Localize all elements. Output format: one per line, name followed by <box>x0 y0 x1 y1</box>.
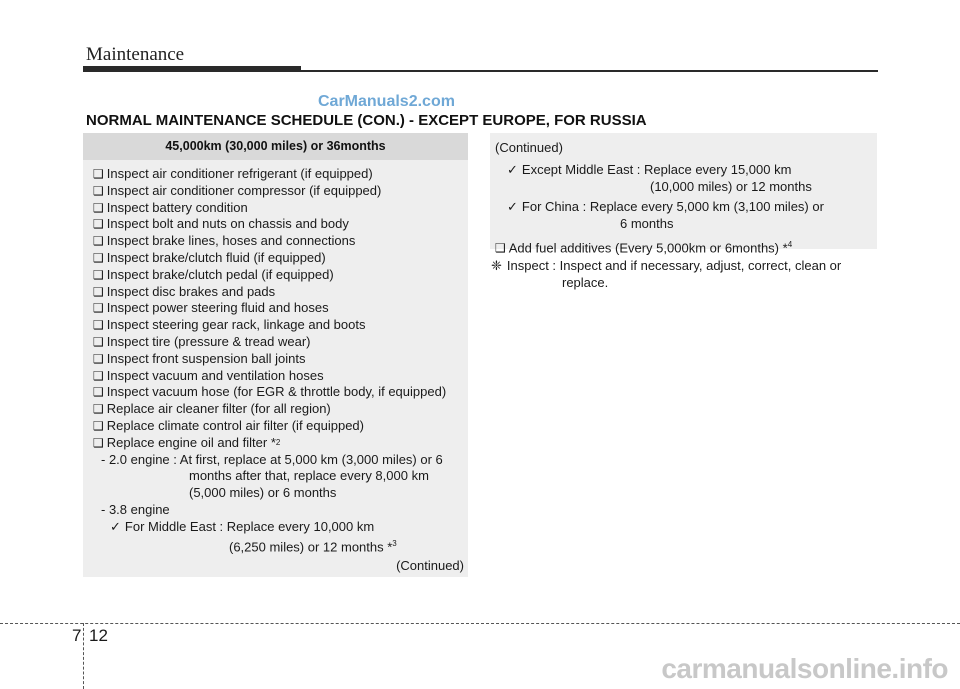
footer-divider <box>83 623 84 689</box>
note-text: replace. <box>562 275 609 290</box>
list-item: ❑ Inspect steering gear rack, linkage and boots <box>93 317 366 333</box>
interval-header: 45,000km (30,000 miles) or 36months <box>83 133 468 160</box>
list-item: ❑ Inspect air conditioner refrigerant (if equipped) <box>93 166 373 181</box>
engine-38-label: - 3.8 engine <box>101 501 170 517</box>
list-item-engine-oil: ❑ Replace engine oil and filter * 2 <box>93 434 281 450</box>
list-item: ❑ Inspect tire (pressure & tread wear) <box>93 333 311 349</box>
note-text: Inspect : Inspect and if necessary, adjust, correct, clean or <box>506 258 842 273</box>
engine-20-label: - 2.0 engine : <box>101 451 180 467</box>
chapter-number: 7 <box>72 626 82 645</box>
engine-20-text: (5,000 miles) or 6 months <box>189 485 337 501</box>
china-text: For China : Replace every 5,000 km (3,100 miles) or <box>521 199 824 215</box>
list-item: ❑ Replace climate control air filter (if equipped) <box>93 417 364 433</box>
checkmark-icon: ✓ <box>507 161 518 177</box>
list-item: ❑ Inspect vacuum hose (for EGR & throttle body, if equipped) <box>93 384 447 400</box>
note-symbol-icon: ❈ <box>491 258 502 273</box>
checkbox-icon: ❑ <box>93 234 104 249</box>
header-rule-thin <box>301 70 878 72</box>
list-item: ❑ Inspect battery condition <box>93 199 248 215</box>
except-middle-east-text: Except Middle East : Replace every 15,000 km <box>521 161 792 177</box>
checkbox-icon: ❑ <box>495 241 506 256</box>
checkbox-icon: ❑ <box>93 402 104 417</box>
list-item: ❑ Inspect disc brakes and pads <box>93 283 276 299</box>
checkbox-icon: ❑ <box>93 318 104 333</box>
checkbox-icon: ❑ <box>93 200 104 215</box>
checkbox-icon: ❑ <box>93 183 104 198</box>
checkbox-icon: ❑ <box>93 435 104 450</box>
engine-20-text: months after that, replace every 8,000 km <box>189 468 429 484</box>
list-item: ❑ Inspect power steering fluid and hoses <box>93 300 329 316</box>
engine-20-block <box>93 452 468 556</box>
checkbox-icon: ❑ <box>93 217 104 232</box>
footnote-marker: 4 <box>787 239 793 249</box>
list-item: ❑ Inspect brake/clutch fluid (if equipped) <box>93 249 326 265</box>
header-rule-thick <box>83 66 301 72</box>
middle-east-text: For Middle East : Replace every 10,000 km <box>124 518 375 534</box>
checkbox-icon: ❑ <box>93 334 104 349</box>
footer-rule <box>0 623 960 624</box>
list-item: ❑ Inspect air conditioner compressor (if equipped) <box>93 182 382 198</box>
list-item: ❑ Inspect brake lines, hoses and connections <box>93 233 356 249</box>
checkbox-icon: ❑ <box>93 351 104 366</box>
watermark-top: CarManuals2.com <box>318 93 455 110</box>
right-column <box>490 133 877 256</box>
list-item: ❑ Inspect bolt and nuts on chassis and body <box>93 216 349 232</box>
engine-20-text: At first, replace at 5,000 km (3,000 miles) or 6 <box>179 451 443 467</box>
list-item: ❑ Inspect vacuum and ventilation hoses <box>93 367 324 383</box>
inspect-note <box>491 257 879 291</box>
checkbox-icon: ❑ <box>93 284 104 299</box>
continued-label: (Continued) <box>495 140 563 155</box>
continued-label: (Continued) <box>396 558 464 573</box>
section-title: Maintenance <box>86 44 185 65</box>
list-item: ❑ Inspect front suspension ball joints <box>93 350 306 366</box>
left-column <box>83 133 468 577</box>
china-text: 6 months <box>620 216 674 232</box>
footnote-marker: 2 <box>275 437 281 447</box>
checkbox-icon: ❑ <box>93 250 104 265</box>
middle-east-text: (6,250 miles) or 12 months * <box>229 538 393 554</box>
checkmark-icon: ✓ <box>110 518 121 534</box>
page-number: 12 <box>89 626 108 645</box>
checkbox-icon: ❑ <box>93 418 104 433</box>
except-middle-east-text: (10,000 miles) or 12 months <box>650 178 812 194</box>
item-list <box>83 160 468 556</box>
list-item: ❑ Replace air cleaner filter (for all region) <box>93 401 331 417</box>
list-item: ❑ Inspect brake/clutch pedal (if equipped) <box>93 266 334 282</box>
checkbox-icon: ❑ <box>93 385 104 400</box>
checkmark-icon: ✓ <box>507 199 518 215</box>
checkbox-icon: ❑ <box>93 167 104 181</box>
checkbox-icon: ❑ <box>93 368 104 383</box>
footnote-marker: 3 <box>392 538 397 548</box>
watermark-bottom: carmanualsonline.info <box>661 653 948 684</box>
fuel-additive-text: Add fuel additives (Every 5,000km or 6months) * <box>508 240 788 256</box>
schedule-heading: NORMAL MAINTENANCE SCHEDULE (CON.) - EXCEPT EUROPE, FOR RUSSIA <box>86 112 647 129</box>
checkbox-icon: ❑ <box>93 301 104 316</box>
checkbox-icon: ❑ <box>93 267 104 282</box>
